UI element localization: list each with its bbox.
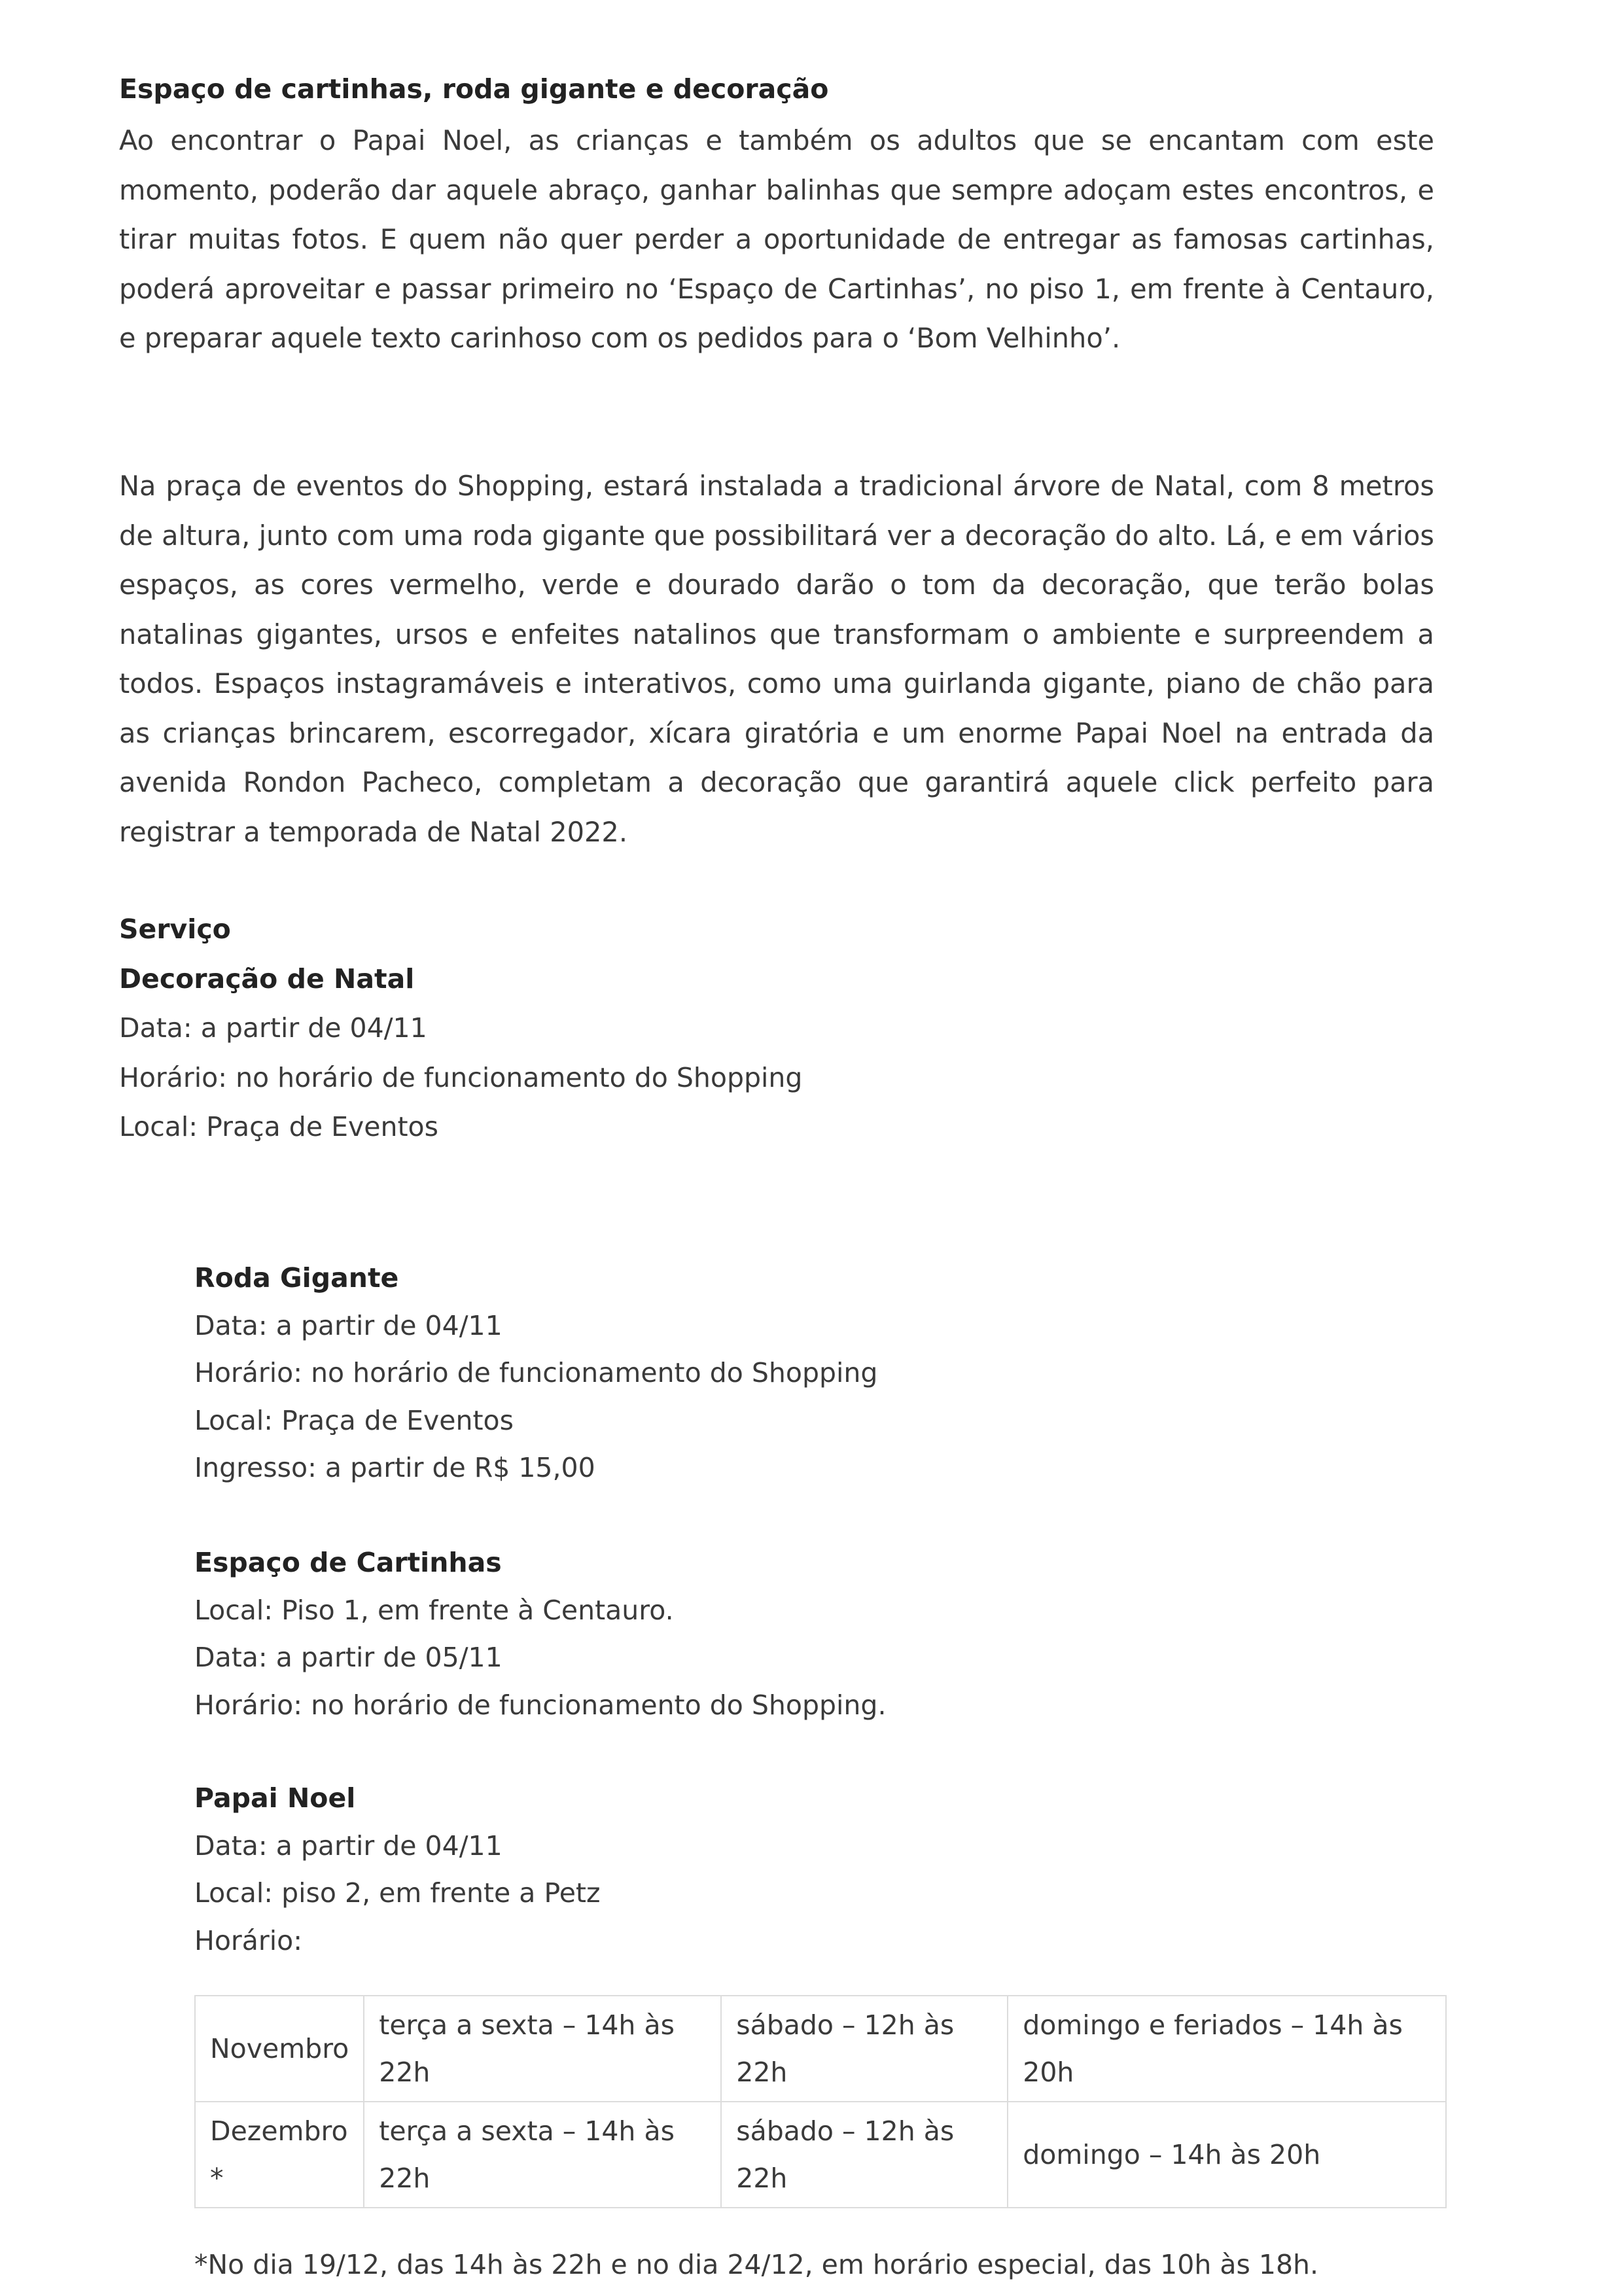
table-cell-weekday: terça a sexta – 14h às 22h	[364, 1996, 721, 2102]
roda-gigante-title: Roda Gigante	[194, 1262, 399, 1294]
espaco-cartinhas-data: Data: a partir de 05/11	[194, 1642, 502, 1673]
papai-noel-local: Local: piso 2, em frente a Petz	[194, 1877, 601, 1909]
roda-gigante-ingresso: Ingresso: a partir de R$ 15,00	[194, 1452, 595, 1483]
decoracao-title: Decoração de Natal	[119, 963, 415, 995]
footnote: *No dia 19/12, das 14h às 22h e no dia 24/12, em horário especial, das 10h às 18h.	[194, 2249, 1319, 2280]
espaco-cartinhas-local: Local: Piso 1, em frente à Centauro.	[194, 1594, 674, 1626]
decoracao-data: Data: a partir de 04/11	[119, 1012, 427, 1044]
roda-gigante-horario: Horário: no horário de funcionamento do Shopping	[194, 1357, 878, 1388]
article-paragraph-2: Na praça de eventos do Shopping, estará instalada a tradicional árvore de Natal, com 8 metros de altura, junto com uma roda gigante que possibilitará ver a decoração do alto. Lá, e em vários espaços, as cores vermelho, verde e dourado darão o tom da decoração, que terão bolas natalinas gigantes, ursos e enfeites natalinos que transformam o ambiente e surpreendem a todos. Espaços instagramáveis e interativos, como uma guirlanda gigante, piano de chão para as crianças brincarem, escorregador, xícara giratória e um enorme Papai Noel na entrada da avenida Rondon Pacheco, completam a decoração que garantirá aquele click perfeito para registrar a temporada de Natal 2022.	[119, 470, 1434, 848]
table-row	[195, 2102, 1446, 2208]
espaco-cartinhas-section	[194, 1539, 886, 1729]
table-row	[195, 1996, 1446, 2102]
papai-noel-horario: Horário:	[194, 1924, 303, 1956]
section-heading: Espaço de cartinhas, roda gigante e decoração	[119, 73, 829, 105]
espaco-cartinhas-horario: Horário: no horário de funcionamento do Shopping.	[194, 1689, 887, 1721]
roda-gigante-section	[194, 1254, 877, 1492]
roda-gigante-local: Local: Praça de Eventos	[194, 1404, 514, 1436]
papai-noel-hours-table	[194, 1995, 1447, 2208]
table-cell-sunday: domingo – 14h às 20h	[1008, 2102, 1446, 2208]
servico-heading: Serviço	[119, 913, 231, 945]
papai-noel-title: Papai Noel	[194, 1782, 356, 1814]
table-cell-saturday: sábado – 12h às 22h	[721, 2102, 1008, 2208]
table-cell-saturday: sábado – 12h às 22h	[721, 1996, 1008, 2102]
papai-noel-section	[194, 1775, 601, 1964]
decoracao-horario: Horário: no horário de funcionamento do Shopping	[119, 1061, 803, 1093]
table-cell-month: Novembro	[195, 1996, 364, 2102]
table-cell-weekday: terça a sexta – 14h às 22h	[364, 2102, 721, 2208]
roda-gigante-data: Data: a partir de 04/11	[194, 1309, 502, 1341]
papai-noel-data: Data: a partir de 04/11	[194, 1829, 502, 1862]
decoracao-local: Local: Praça de Eventos	[119, 1111, 438, 1142]
espaco-cartinhas-title: Espaço de Cartinhas	[194, 1547, 502, 1578]
article-paragraph-1: Ao encontrar o Papai Noel, as crianças e também os adultos que se encantam com este momento, poderão dar aquele abraço, ganhar balinhas que sempre adoçam estes encontros, e tirar muitas fotos. E quem não quer perder a oportunidade de entregar as famosas cartinhas, poderá aproveitar e passar primeiro no ‘Espaço de Cartinhas’, no piso 1, em frente à Centauro, e preparar aquele texto carinhoso com os pedidos para o ‘Bom Velhinho’.	[119, 124, 1434, 354]
servico-section	[119, 905, 802, 1152]
table-cell-month: Dezembro *	[195, 2102, 364, 2208]
table-cell-sunday: domingo e feriados – 14h às 20h	[1008, 1996, 1446, 2102]
